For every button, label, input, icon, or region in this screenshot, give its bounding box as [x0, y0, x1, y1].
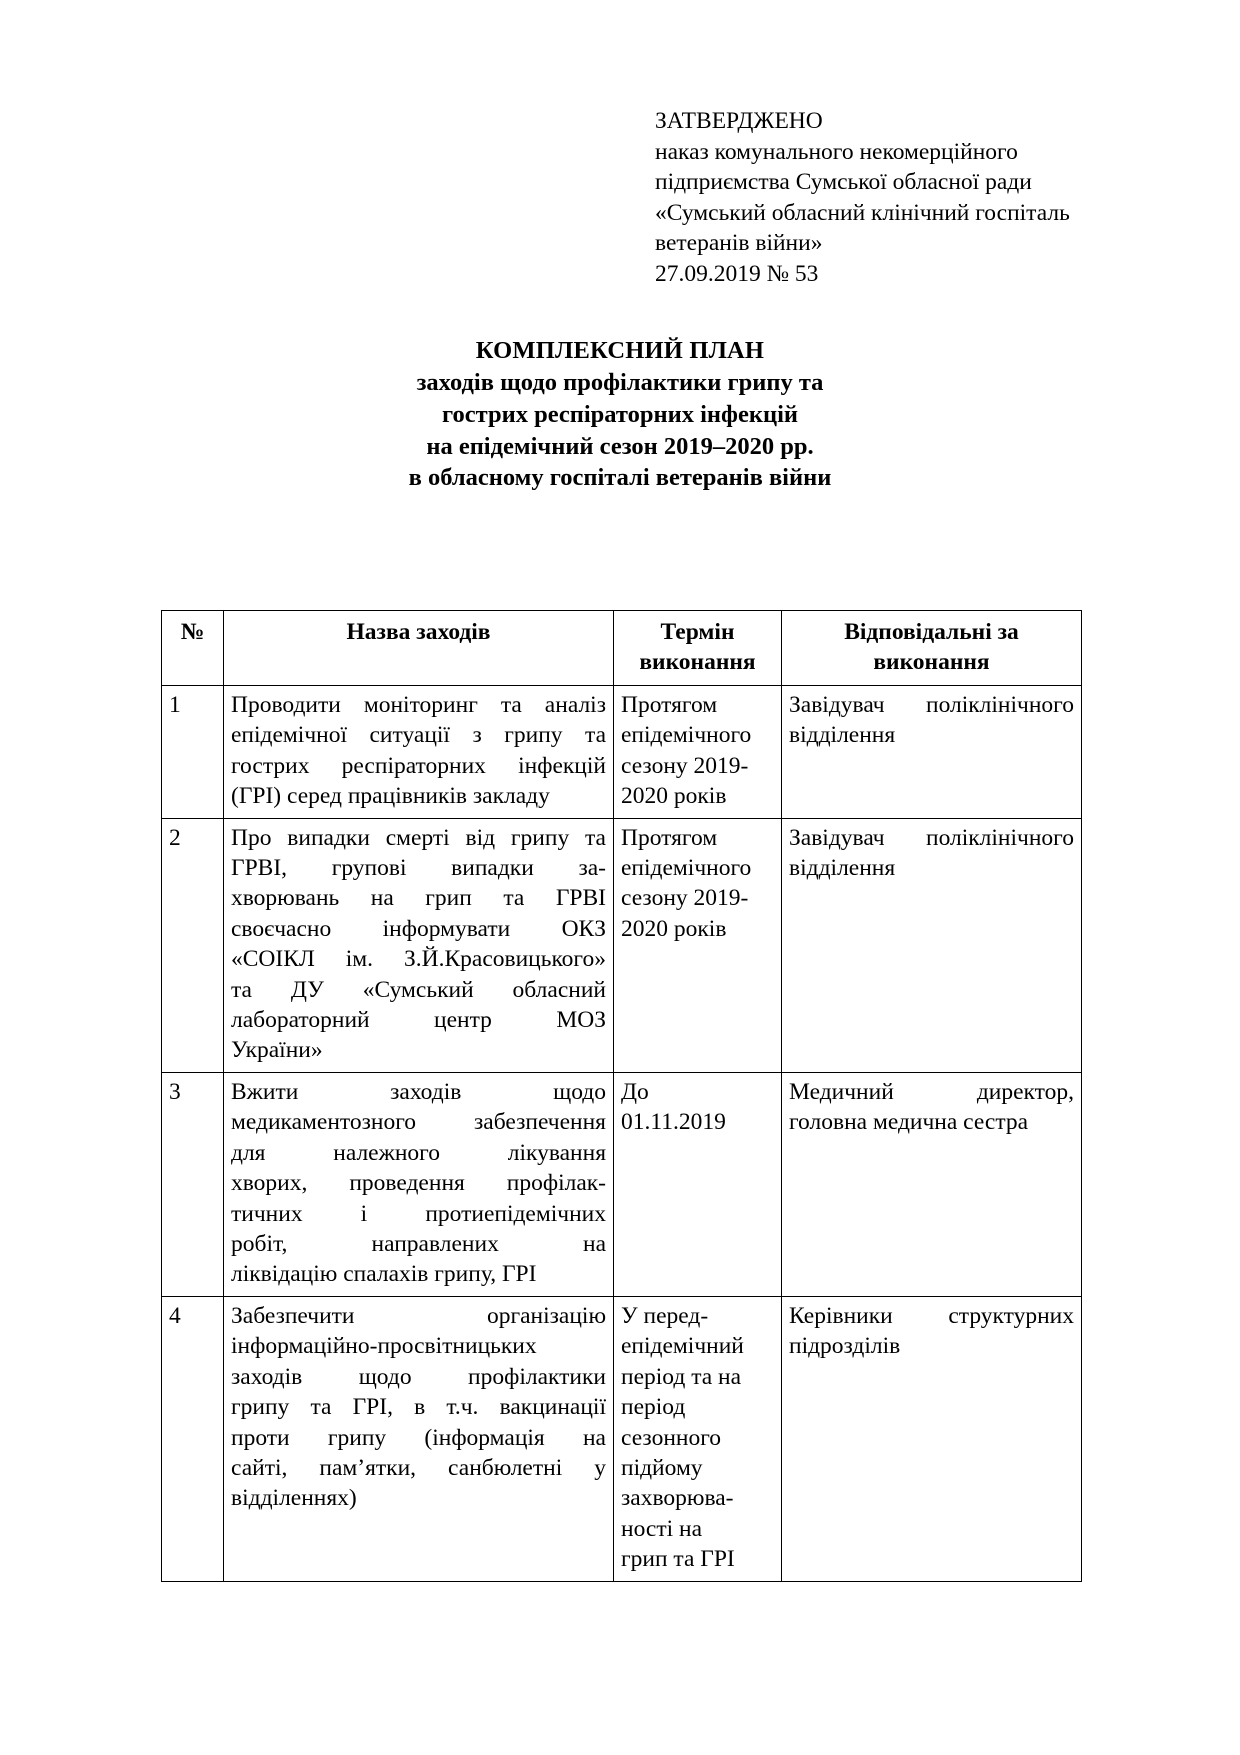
term-line-4: 2020 років: [621, 783, 727, 810]
row-responsible: [782, 1072, 1082, 1296]
row-term: [614, 1296, 782, 1581]
measure-line-4: хворих, проведення профілак-: [231, 1170, 606, 1197]
table-row: [162, 1072, 1082, 1296]
header-responsible: [782, 611, 1082, 686]
term-line-3: період та на: [621, 1363, 742, 1390]
header-responsible-line-1: Відповідальні за: [844, 619, 1019, 645]
measure-line-2: ГРВІ, групові випадки за-: [231, 854, 606, 881]
row-responsible: [782, 818, 1082, 1072]
term-line-1: У перед-: [621, 1302, 709, 1329]
term-line-4: 2020 років: [621, 915, 727, 942]
responsible-line-2: відділення: [789, 722, 896, 749]
row-responsible: [782, 1296, 1082, 1581]
table-row: [162, 685, 1082, 818]
table-row: [162, 818, 1082, 1072]
row-measure-name: [224, 685, 614, 818]
measure-line-1: Про випадки смерті від грипу та: [231, 824, 606, 851]
responsible-line-1: Медичний директор,: [789, 1078, 1074, 1105]
approval-line-1: наказ комунального некомерційного: [655, 138, 1018, 165]
plan-table: [161, 610, 1082, 1582]
term-line-2: епідемічний: [621, 1333, 744, 1360]
document-title: [0, 335, 1240, 494]
table-header-row: [162, 611, 1082, 686]
measure-line-6: робіт, направлених на: [231, 1231, 606, 1258]
measure-line-2: медикаментозного забезпечення: [231, 1109, 606, 1136]
row-term: [614, 685, 782, 818]
measure-line-8: України»: [231, 1037, 323, 1064]
title-line-5: в обласному госпіталі ветеранів війни: [408, 464, 832, 492]
header-term-line-1: Термін: [660, 619, 735, 645]
approval-heading: ЗАТВЕРДЖЕНО: [655, 108, 823, 134]
title-line-4: на епідемічний сезон 2019–2020 рр.: [426, 432, 814, 460]
responsible-line-2: відділення: [789, 854, 896, 881]
responsible-line-1: Керівники структурних: [789, 1302, 1074, 1329]
measure-line-1: Вжити заходів щодо: [231, 1078, 606, 1105]
measure-line-3: хворювань на грип та ГРВІ: [231, 885, 606, 912]
measure-line-2: інформаційно-просвітницьких: [231, 1333, 537, 1360]
measure-line-1: Проводити моніторинг та аналіз: [231, 691, 606, 718]
header-term: [614, 611, 782, 686]
title-line-2: заходів щодо профілактики грипу та: [416, 368, 824, 396]
approval-line-4: ветеранів війни»: [655, 230, 823, 257]
header-responsible-line-2: виконання: [873, 649, 990, 676]
responsible-line-1: Завідувач поліклінічного: [789, 824, 1074, 851]
measure-line-5: проти грипу (інформація на: [231, 1424, 606, 1451]
term-line-8: ності на: [621, 1515, 703, 1542]
term-line-3: сезону 2019-: [621, 885, 749, 912]
term-line-1: До: [621, 1078, 649, 1105]
measure-line-6: сайті, пам’ятки, санбюлетні у: [231, 1454, 606, 1481]
term-line-2: 01.11.2019: [621, 1109, 726, 1136]
row-measure-name: [224, 1296, 614, 1581]
row-term: [614, 818, 782, 1072]
row-responsible: [782, 685, 1082, 818]
row-measure-name: [224, 1072, 614, 1296]
term-line-4: період: [621, 1394, 686, 1421]
measure-line-7: ліквідацію спалахів грипу, ГРІ: [231, 1261, 537, 1288]
header-measure-name: Назва заходів: [224, 611, 614, 686]
row-number: 1: [162, 685, 224, 818]
header-term-line-2: виконання: [639, 649, 756, 676]
plan-table-body: [162, 685, 1082, 1581]
row-number: 4: [162, 1296, 224, 1581]
measure-line-7: лабораторний центр МОЗ: [231, 1007, 606, 1034]
term-line-9: грип та ГРІ: [621, 1546, 735, 1573]
title-line-3: гострих респіраторних інфекцій: [441, 400, 799, 428]
responsible-line-1: Завідувач поліклінічного: [789, 691, 1074, 718]
term-line-5: сезонного: [621, 1424, 722, 1451]
term-line-3: сезону 2019-: [621, 752, 749, 779]
approval-line-2: підприємства Сумської обласної ради: [655, 169, 1032, 196]
approval-line-3: «Сумський обласний клінічний госпіталь: [655, 199, 1070, 226]
term-line-7: захворюва-: [621, 1485, 734, 1512]
term-line-2: епідемічного: [621, 854, 752, 881]
plan-table-container: [161, 610, 1081, 1582]
measure-line-7: відділеннях): [231, 1485, 357, 1512]
measure-line-2: епідемічної ситуації з грипу та: [231, 722, 606, 749]
measure-line-1: Забезпечити організацію: [231, 1302, 606, 1329]
measure-line-5: тичних і протиепідемічних: [231, 1200, 606, 1227]
approval-order-number: 27.09.2019 № 53: [655, 260, 819, 287]
row-number: 2: [162, 818, 224, 1072]
term-line-2: епідемічного: [621, 722, 752, 749]
measure-line-3: заходів щодо профілактики: [231, 1363, 606, 1390]
measure-line-3: для належного лікування: [231, 1139, 606, 1166]
term-line-6: підйому: [621, 1454, 703, 1481]
title-line-1: КОМПЛЕКСНИЙ ПЛАН: [475, 337, 765, 364]
responsible-line-2: головна медична сестра: [789, 1109, 1029, 1136]
header-number: №: [162, 611, 224, 686]
term-line-1: Протягом: [621, 691, 718, 718]
measure-line-4: своєчасно інформувати ОКЗ: [231, 915, 606, 942]
measure-line-4: грипу та ГРІ, в т.ч. вакцинації: [231, 1394, 606, 1421]
responsible-line-2: підрозділів: [789, 1333, 901, 1360]
term-line-1: Протягом: [621, 824, 718, 851]
measure-line-4: (ГРІ) серед працівників закладу: [231, 783, 550, 810]
row-number: 3: [162, 1072, 224, 1296]
measure-line-6: та ДУ «Сумський обласний: [231, 976, 606, 1003]
row-term: [614, 1072, 782, 1296]
approval-block: [655, 106, 1073, 289]
measure-line-3: гострих респіраторних інфекцій: [231, 752, 606, 779]
measure-line-5: «СОІКЛ ім. З.Й.Красовицького»: [231, 946, 606, 973]
row-measure-name: [224, 818, 614, 1072]
table-row: [162, 1296, 1082, 1581]
